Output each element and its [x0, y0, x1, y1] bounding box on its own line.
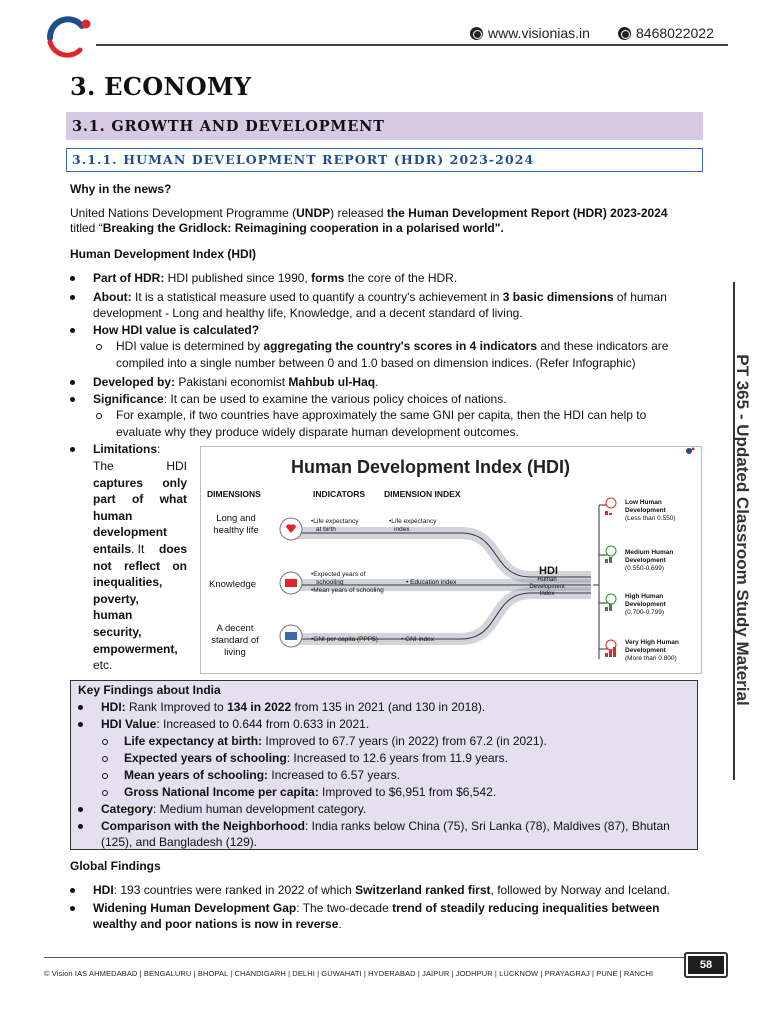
chapter-title: 3. ECONOMY: [70, 72, 252, 101]
bullet-dot: [70, 397, 75, 402]
bullet-dot: [78, 807, 83, 812]
intro-line-2: titled “Breaking the Gridlock: Reimagining cooperation in a polarised world".: [70, 221, 504, 235]
hdi-node-sub: Human Development Index: [529, 577, 565, 597]
global-heading: Global Findings: [70, 859, 161, 873]
flow-band-living: [296, 593, 591, 639]
bullet-dot: [70, 888, 75, 893]
sub-significance-cont: evaluate why they produce widely disparate human development outcomes.: [116, 425, 519, 439]
kf-expected-schooling: Expected years of schooling: Increased to 12.6 years from 11.9 years.: [124, 751, 508, 765]
sub-how-calculated: HDI value is determined by aggregating the country's scores in 4 indicators and these indicators are: [116, 339, 669, 353]
limitations-text: The HDI captures only part of what human development entails. It does not reflect on inequalities, poverty, human security, empowerment, etc.: [93, 459, 187, 673]
phone-number[interactable]: 8468022022: [618, 25, 714, 41]
bullet-about: About: It is a statistical measure used to quantify a country's achievement in 3 basic dimensions of human: [93, 290, 667, 304]
bullet-part-of-hdr: Part of HDR: HDI published since 1990, forms the core of the HDR.: [93, 271, 458, 285]
website-link[interactable]: www.visionias.in: [470, 25, 590, 41]
bullet-limitations: Limitations:: [93, 442, 161, 456]
kf-category: Category: Medium human development category.: [101, 802, 367, 816]
sub-bullet-circle: [102, 773, 108, 779]
col-indicators: INDICATORS: [313, 489, 366, 499]
kf-hdi-value: HDI Value: Increased to 0.644 from 0.633 in 2021.: [101, 717, 370, 731]
intro-line-1: United Nations Development Programme (UNDP) released the Human Development Report (HDR) 2023-2024: [70, 206, 668, 220]
sub-bullet-circle: [96, 413, 102, 419]
kf-life-expectancy: Life expectancy at birth: Improved to 67.7 years (in 2022) from 67.2 (in 2021).: [124, 734, 547, 748]
global-hdi: HDI: 193 countries were ranked in 2022 of which Switzerland ranked first, followed by Norway and Iceland.: [93, 883, 670, 897]
globe-icon: [470, 27, 483, 40]
sub-bullet-circle: [102, 756, 108, 762]
bullet-dot: [70, 276, 75, 281]
why-heading: Why in the news?: [70, 182, 172, 196]
bullet-significance: Significance: It can be used to examine the various policy choices of nations.: [93, 392, 507, 406]
global-gap: Widening Human Development Gap: The two-decade trend of steadily reducing inequalities between: [93, 901, 660, 915]
level-high: High Human Development (0.700-0.799): [625, 593, 666, 616]
bullet-how-calculated: How HDI value is calculated?: [93, 323, 260, 337]
global-gap-cont: wealthy and poor nations is now in reverse.: [93, 917, 342, 931]
kf-gni: Gross National Income per capita: Improved to $6,951 from $6,542.: [124, 785, 497, 799]
idx-gni: • GNI index: [401, 636, 434, 643]
sub-bullet-circle: [102, 739, 108, 745]
kf-mean-schooling: Mean years of schooling: Increased to 6.57 years.: [124, 768, 401, 782]
col-dimensions: DIMENSIONS: [207, 489, 261, 499]
header-rule: [96, 44, 728, 46]
kf-hdi-rank: HDI: Rank Improved to 134 in 2022 from 135 in 2021 (and 130 in 2018).: [101, 700, 486, 714]
side-label: PT 365 - Updated Classroom Study Material: [733, 354, 752, 706]
subsection-title: 3.1.1. HUMAN DEVELOPMENT REPORT (HDR) 2023-2024: [72, 152, 535, 167]
key-findings-heading: Key Findings about India: [78, 683, 221, 697]
sub-how-calculated-cont: compiled into a single number between 0 and 1.0 based on dimension indices. (Refer Infographic): [116, 356, 636, 370]
page-number: 58: [688, 956, 724, 974]
phone-icon: [618, 27, 631, 40]
col-dimension-index: DIMENSION INDEX: [384, 489, 461, 499]
section-title: 3.1. GROWTH AND DEVELOPMENT: [72, 118, 385, 135]
bullet-dot: [78, 722, 83, 727]
hdi-heading: Human Development Index (HDI): [70, 247, 257, 261]
level-high-icon: [606, 594, 616, 604]
ind-life-expectancy: •Life expectancy at birth: [311, 518, 359, 533]
sub-bullet-circle: [96, 344, 102, 350]
sub-bullet-circle: [102, 790, 108, 796]
level-medium: Medium Human Development (0.550-0.699): [625, 549, 674, 572]
bullet-dot: [70, 380, 75, 385]
idx-life-expectancy: •Life expectancy index: [389, 518, 437, 533]
bullet-dot: [70, 295, 75, 300]
level-low: Low Human Development (Less than 0.550): [625, 499, 676, 522]
hdi-node-label: HDI: [539, 565, 558, 577]
ind-schooling: •Expected years of schooling •Mean years of schooling: [311, 571, 384, 594]
level-low-icon: [606, 498, 616, 508]
bullet-dot: [78, 705, 83, 710]
level-medium-icon: [606, 546, 616, 556]
footer-rule: [44, 957, 684, 958]
infographic-title: Human Development Index (HDI): [291, 457, 571, 477]
dim-living: A decent standard of living: [211, 623, 259, 658]
bullet-about-cont: development - Long and healthy life, Knowledge, and a decent standard of living.: [93, 306, 523, 320]
bullet-dot: [70, 906, 75, 911]
kf-comparison: Comparison with the Neighborhood: India ranks below China (75), Sri Lanka (78), Maldives (87), Bhutan: [101, 819, 670, 833]
bullet-developed-by: Developed by: Pakistani economist Mahbub ul-Haq.: [93, 375, 379, 389]
dim-health: Long and healthy life: [213, 513, 259, 536]
level-very-high: Very High Human Development (More than 0.800): [625, 639, 679, 662]
ind-gni: •GNI per capita (PPP$): [311, 636, 378, 643]
bullet-dot: [78, 824, 83, 829]
bullet-dot: [70, 328, 75, 333]
kf-comparison-cont: (125), and Bangladesh (129).: [101, 835, 258, 849]
sub-significance: For example, if two countries have approximately the same GNI per capita, then the HDI can help to: [116, 408, 647, 422]
idx-education: • Education index: [406, 579, 457, 586]
footer-cities: © Vision IAS AHMEDABAD | BENGALURU | BHOPAL | CHANDIGARH | DELHI | GUWAHATI | HYDERABAD | JAIPUR | JODHPUR | LUCKNOW | PRAYAGRAJ | PUNE | RANCHI: [44, 969, 654, 978]
hdi-infographic: [200, 446, 702, 674]
dim-knowledge: Knowledge: [209, 579, 257, 590]
bullet-dot: [70, 447, 75, 452]
vision-ias-logo: [44, 14, 96, 58]
